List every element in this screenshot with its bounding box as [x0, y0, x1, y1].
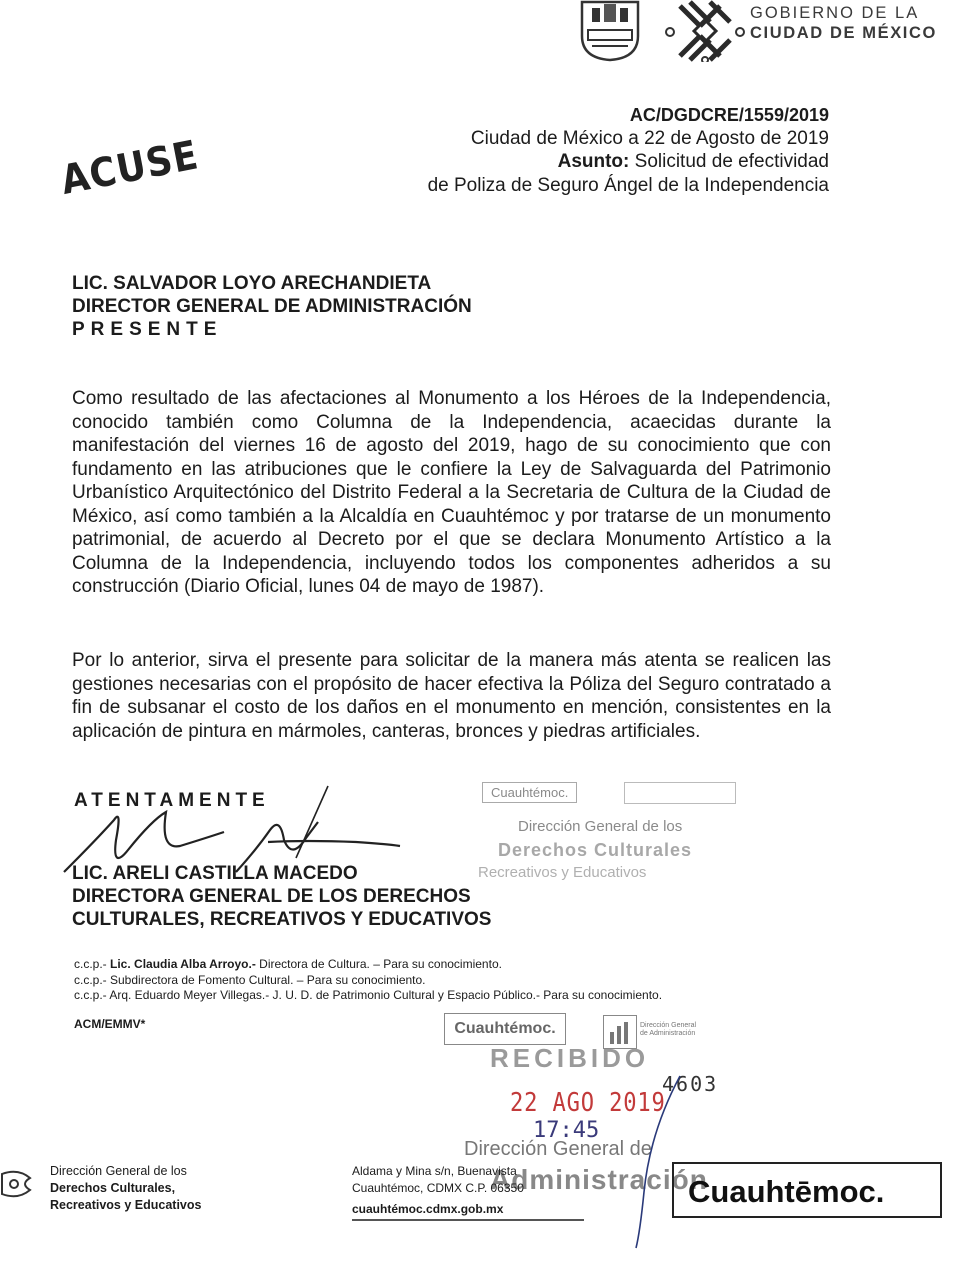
footer-brand-logo: Cuauhtēmoc. [672, 1162, 942, 1218]
received-date: 22 AGO 2019 [510, 1088, 666, 1118]
ccp-prefix: c.c.p.- [74, 957, 111, 971]
acuse-stamp: ACUSE [57, 132, 203, 204]
stamp-logo: Cuauhtémoc. [482, 782, 577, 803]
body-paragraph-2: Por lo anterior, sirva el presente para solicitar de la manera más atenta se realicen las gestiones necesarias con el propósito de hacer efectiva la Póliza del Seguro contratado a fin de subsanar el costo de los daños en el monumento en mención, consistentes en la aplicación de pintura en mármoles, canteras, bronces y piedras artificiales. [72, 650, 831, 742]
received-stamp-small-text: Dirección General de Administración [640, 1022, 697, 1037]
addressee-greeting: PRESENTE [72, 319, 223, 340]
ccp-line-1 [74, 956, 502, 972]
ccp-line-2: c.c.p.- Subdirectora de Fomento Cultural. – Para su conocimiento. [74, 973, 426, 987]
signer-name: LIC. ARELI CASTILLA MACEDO [72, 863, 358, 884]
government-line-1: GOBIERNO DE LA [750, 4, 920, 22]
stamp-line-1: Dirección General de los [518, 818, 683, 835]
subject-line-2: de Poliza de Seguro Ángel de la Independencia [427, 175, 829, 196]
subject-line-1 [558, 150, 829, 174]
ccp-name: Lic. Claudia Alba Arroyo.- [110, 957, 256, 971]
stamp-line-3: Recreativos y Educativos [478, 864, 647, 881]
addressee-title: DIRECTOR GENERAL DE ADMINISTRACIÓN [72, 296, 472, 317]
body-paragraph-1: Como resultado de las afectaciones al Monumento a los Héroes de la Independencia, conocido también como Columna de la Independencia, acaecidas durante la manifestación del viernes 16 de agosto del 2019, hago de su conocimiento que con fundamento en las atribuciones que le confiere la Ley de Salvaguarda del Patrimonio Urbanístico Arquitectónico del Distrito Federal a la Secretaria de Cultura de la Ciudad de México, así como también a la Alcaldía en Cuauhtémoc y por tratarse de un monumento patrimonial, de acuerdo al Decreto por el que se declara Monumento Artístico a la Columna de la Independencia, incluyendo todos los componentes adheridos a su construcción (Diario Oficial, lunes 04 de mayo de 1987). [72, 388, 831, 597]
signer-title-2: CULTURALES, RECREATIVOS Y EDUCATIVOS [72, 909, 492, 930]
culture-logo-icon [0, 1164, 36, 1214]
footer-dept-2: Derechos Culturales, [50, 1181, 176, 1195]
footer-address-1: Aldama y Mina s/n, Buenavista [352, 1164, 517, 1178]
footer-dept-1: Dirección General de los [50, 1164, 187, 1178]
place-date: Ciudad de México a 22 de Agosto de 2019 [470, 128, 829, 149]
received-direction-2: Administración [490, 1164, 708, 1195]
coat-of-arms-icon [578, 0, 642, 62]
received-time: 17:45 [533, 1118, 600, 1143]
government-line-2: CIUDAD DE MÉXICO [750, 24, 937, 42]
initials: ACM/EMMV* [74, 1017, 146, 1031]
cdmx-logo-icon [664, 0, 746, 62]
closing-salutation: ATENTAMENTE [74, 790, 270, 811]
reference-number: AC/DGDCRE/1559/2019 [629, 105, 829, 125]
footer-dept-3: Recreativos y Educativos [50, 1198, 202, 1212]
culture-direction-stamp [478, 778, 778, 888]
stamp-box [624, 782, 736, 804]
received-stamp-logo: Cuauhtémoc. [444, 1013, 566, 1045]
footer-address-2: Cuauhtémoc, CDMX C.P. 06350 [352, 1181, 524, 1195]
received-label: RECIBIDO [490, 1043, 650, 1073]
received-folio: 4603 [662, 1072, 719, 1096]
ccp-line-3: c.c.p.- Arq. Eduardo Meyer Villegas.- J. U. D. de Patrimonio Cultural y Espacio Público.- Para su conocimiento. [74, 988, 663, 1002]
footer-divider [352, 1219, 584, 1221]
stamp-line-2: Derechos Culturales [498, 840, 693, 860]
subject-text-1: Solicitud de efectividad [634, 151, 829, 172]
footer-website[interactable]: cuauhtémoc.cdmx.gob.mx [352, 1202, 504, 1216]
received-direction-1: Dirección General de [464, 1138, 652, 1160]
ccp-rest: Directora de Cultura. – Para su conocimiento. [255, 957, 502, 971]
addressee-name: LIC. SALVADOR LOYO ARECHANDIETA [72, 273, 432, 294]
signer-title-1: DIRECTORA GENERAL DE LOS DERECHOS [72, 886, 471, 907]
subject-label: Asunto: [557, 151, 630, 172]
